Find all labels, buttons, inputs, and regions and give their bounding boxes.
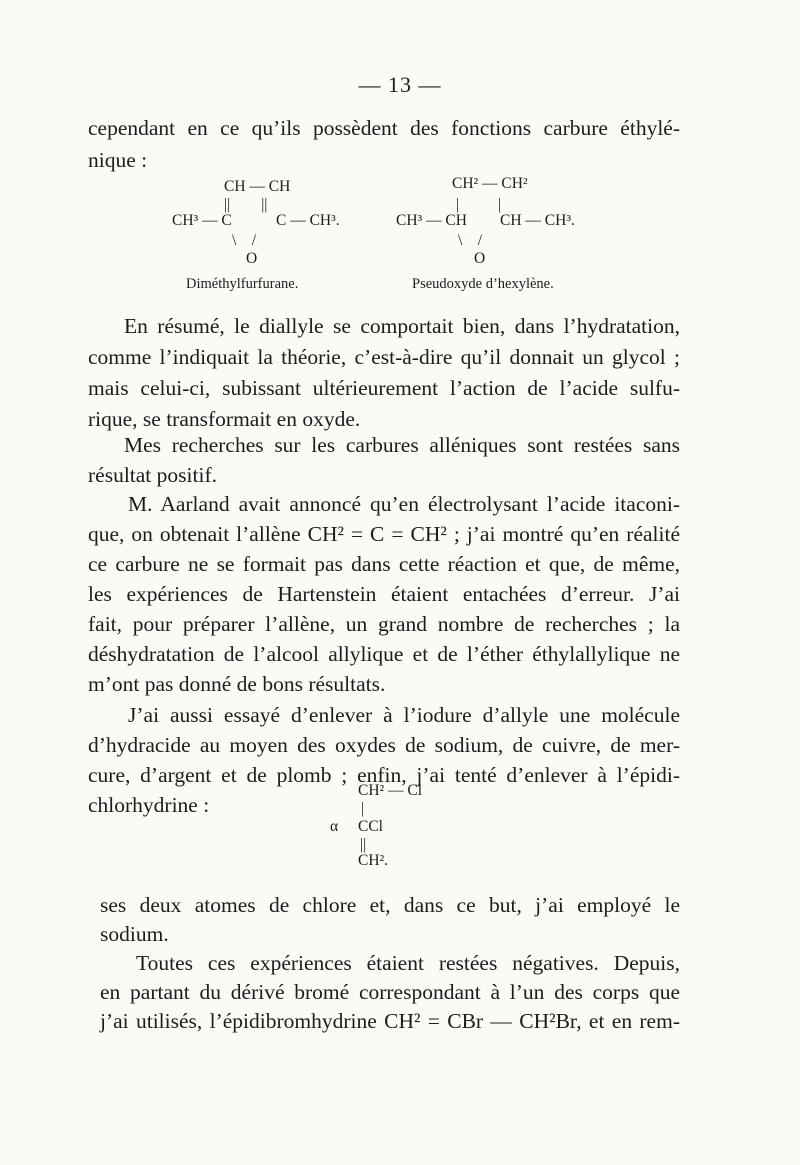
formula2-mid-right: CH — CH³. [500, 212, 575, 229]
para3-line: ce carbure ne se formait pas dans cette réaction et que, de même, [88, 552, 680, 576]
formula2-oxygen: O [474, 250, 486, 267]
formula2-caption: Pseudoxyde d’hexylène. [412, 276, 554, 292]
para2-line: résultat positif. [88, 463, 217, 487]
para4-line: d’hydracide au moyen des oxydes de sodium, de cuivre, de mer- [88, 733, 680, 757]
para1-line: rique, se transformait en oxyde. [88, 407, 361, 431]
intro-line-1: cependant en ce qu’ils possèdent des fonctions carbure éthylé- [88, 116, 680, 140]
formula2-mid-left: CH³ — CH [396, 212, 467, 229]
para1-line: comme l’indiquait la théorie, c’est-à-dire qu’il donnait un glycol ; [88, 345, 680, 369]
para6-line: j’ai utilisés, l’épidibromhydrine CH² = CBr — CH²Br, et en rem- [100, 1009, 680, 1033]
para1-line: mais celui-ci, subissant ultérieurement l’action de l’acide sulfu- [88, 376, 680, 400]
para3-line: déshydratation de l’alcool allylique et de l’éther éthylallylique ne [88, 642, 680, 666]
formula1-top: CH — CH [224, 178, 291, 195]
formula2-slashes: \ / [458, 232, 483, 249]
intro-line-2: nique : [88, 148, 148, 172]
para3-line: les expériences de Hartenstein étaient entachées d’erreur. J’ai [88, 582, 680, 606]
para4-line: J’ai aussi essayé d’enlever à l’iodure d’allyle une molécule [128, 703, 680, 727]
formula1-slashes: \ / [232, 232, 257, 249]
formula3-mid: CCl [358, 818, 383, 835]
para5-line: ses deux atomes de chlore et, dans ce but, j’ai employé le [100, 893, 680, 917]
para5-line: sodium. [100, 922, 169, 946]
para4-line: cure, d’argent et de plomb ; enfin, j’ai tenté d’enlever à l’épidi- [88, 763, 680, 787]
formula3-bottom: CH². [358, 852, 389, 869]
formula1-oxygen: O [246, 250, 258, 267]
formula3-top: CH² — Cl [358, 782, 423, 799]
para3-line: fait, pour préparer l’allène, un grand nombre de recherches ; la [88, 612, 680, 636]
para3-line: m’ont pas donné de bons résultats. [88, 672, 386, 696]
formula1-bonds: || || [224, 196, 268, 213]
formula3-bond2: || [360, 836, 367, 853]
para1-line: En résumé, le diallyle se comportait bien, dans l’hydratation, [124, 314, 680, 338]
formula2-bonds: | | [456, 196, 501, 213]
formula3-alpha: α [330, 818, 339, 835]
para2-line: Mes recherches sur les carbures alléniques sont restées sans [124, 433, 680, 457]
para3-line: que, on obtenait l’allène CH² = C = CH² ; j’ai montré qu’en réalité [88, 522, 680, 546]
para6-line: en partant du dérivé bromé correspondant à l’un des corps que [100, 980, 680, 1004]
formula3-bond1: | [361, 800, 365, 817]
formula1-mid-left: CH³ — C [172, 212, 232, 229]
para6-line: Toutes ces expériences étaient restées négatives. Depuis, [136, 951, 680, 975]
para4-line: chlorhydrine : [88, 793, 210, 817]
para3-line: M. Aarland avait annoncé qu’en électrolysant l’acide itaconi- [128, 492, 680, 516]
page-number: — 13 — [358, 72, 442, 97]
formula2-top: CH² — CH² [452, 175, 528, 192]
formula1-mid-right: C — CH³. [276, 212, 340, 229]
formula1-caption: Diméthylfurfurane. [186, 276, 299, 292]
